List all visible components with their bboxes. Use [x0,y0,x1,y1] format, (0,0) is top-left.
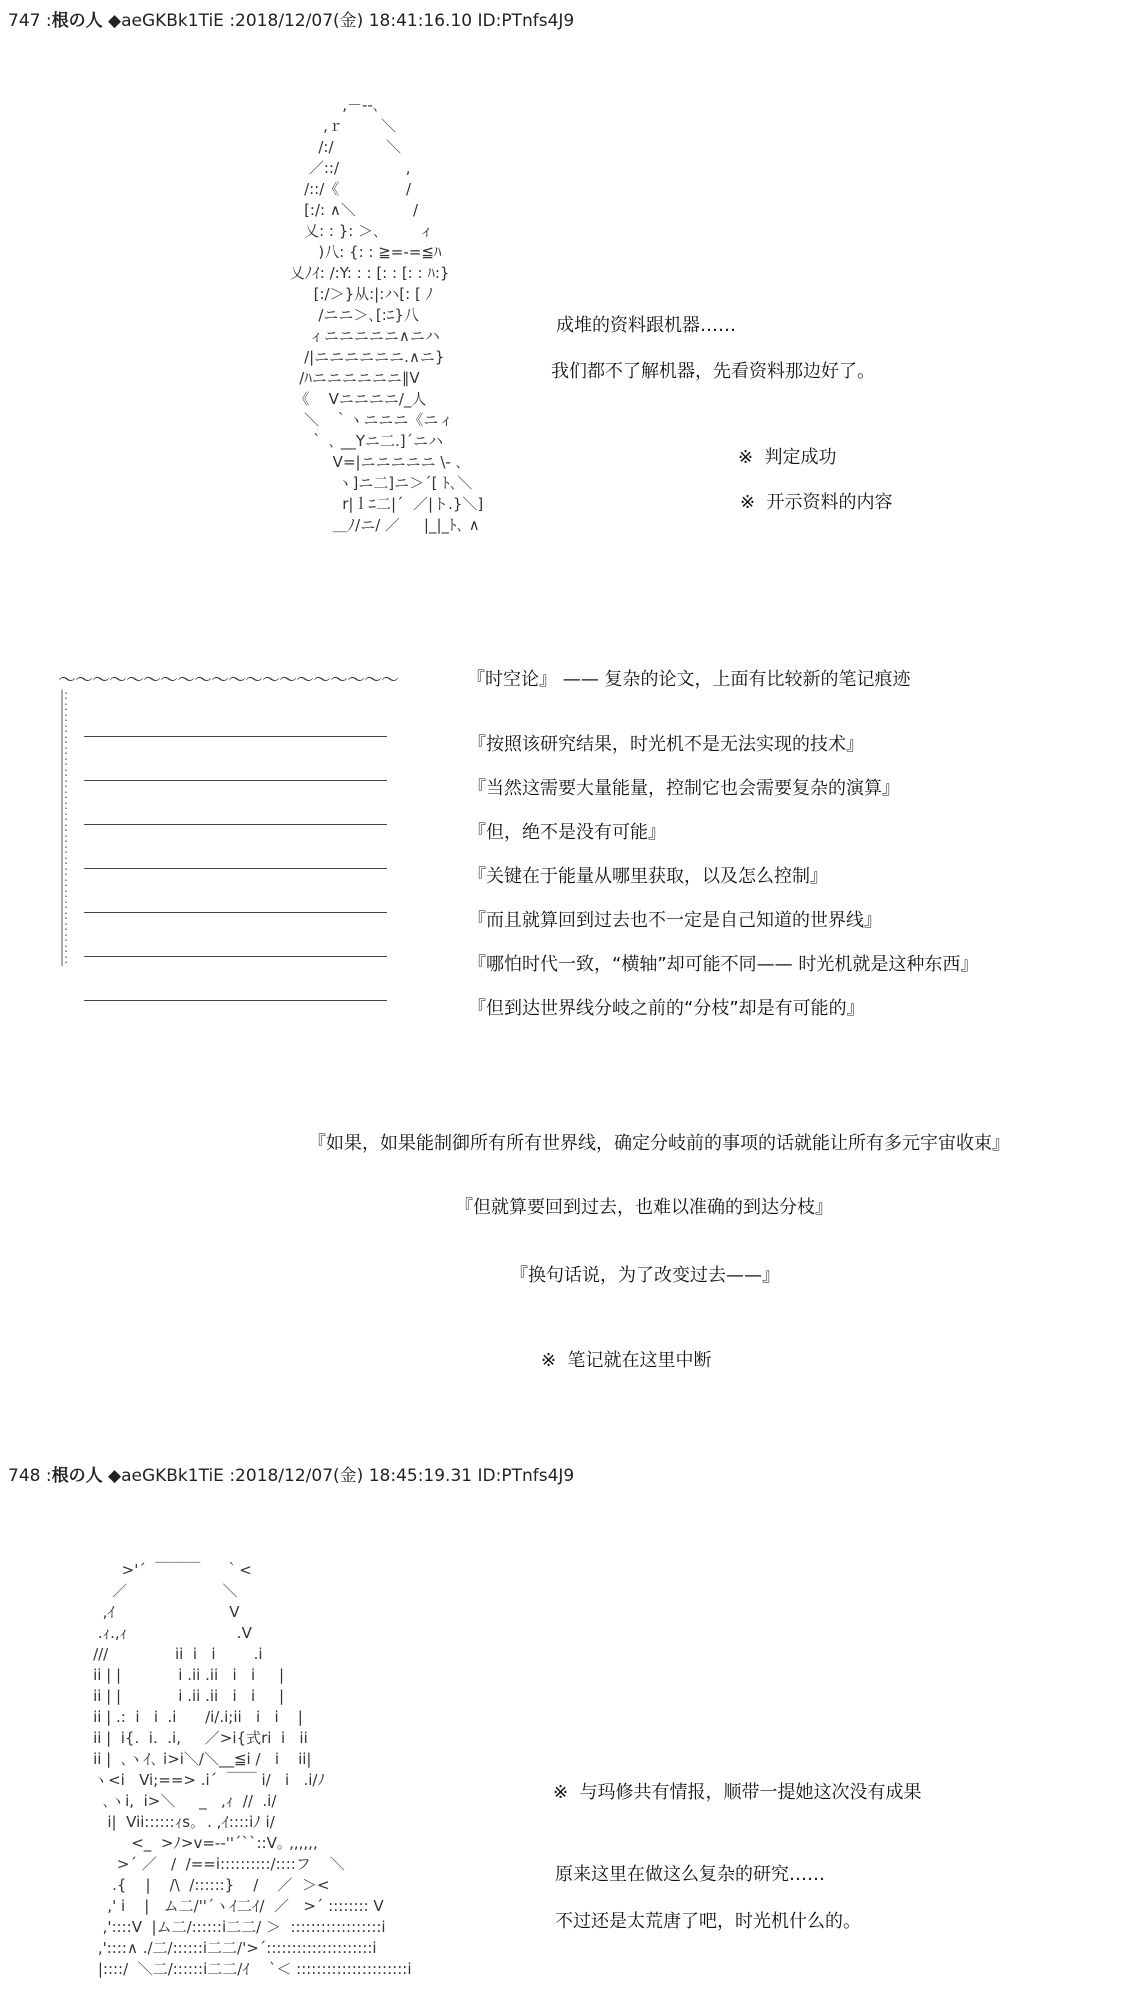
ascii-art-character: >'´ ￣￣￣ ｀< ／ ＼ ,ｲ V .ｨ.,ｨ .V /// ii i i .i ii | | i .ii .ii i i | ii | | i .ii .ii i i | ii | .: i i .i /i/.i;ii i i | ii | i{. i. .i, ／>i{式ri i ii ii | ､ヽｲ､ i>i＼/＼__≦i / i ii| ヽ<i Vi;==> .i´ ￣￣ i/ i .i/ﾉ ､ヽi, i>＼ _ ,ｨ // .i/ i| Vii::::::ｨs｡ . ,ｲ::::iﾉ i/ <_ >ﾉ>v=--''´``::V｡ ,,,,,, >´ ／ / /==i::::::::::/::::フ ＼ .{ | /\ /::::::} / ／ ＞< ,' i | ム二/''´ヽｲ二ｲ/ ／ >´ :::::::: V ,'::::V |ム二/::::::i二二/ ＞ ::::::::::::::::::i ,'::::∧ ./二/::::::i二二/'>´:::::::::::::::::::::i |::::/ ＼二/::::::i二二/ｲ `＜ ::::::::::::::::::::::i [93,1561,412,1978]
document-line: 『但到达世界线分岐之前的“分枝”却是有可能的』 [468,998,865,1019]
document-quote: 『但就算要回到过去，也难以准确的到达分枝』 [455,1197,833,1218]
document-quote: 『如果，如果能制御所有所有世界线，确定分岐前的事项的话就能让所有多元宇宙收束』 [308,1133,1010,1154]
document-line: 『而且就算回到过去也不一定是自己知道的世界线』 [468,910,882,931]
document-rule [84,868,387,869]
document-title: 『时空论』 —— 复杂的论文，上面有比较新的笔记痕迹 [467,669,911,690]
poster-trip: ◆aeGKBk1TiE [108,11,224,31]
document-line: 『当然这需要大量能量，控制它也会需要复杂的演算』 [468,778,900,799]
document-wavy-edge: 〜〜〜〜〜〜〜〜〜〜〜〜〜〜〜〜〜〜〜〜 [58,670,398,691]
judgement-note: ※ 判定成功 [738,447,837,468]
document-line: 『按照该研究结果，时光机不是无法实现的技术』 [468,734,864,755]
document-rule [84,736,387,737]
dialogue-line: 成堆的资料跟机器…… [556,315,736,336]
poster-name: 根の人 [51,11,103,31]
document-rule [84,912,387,913]
post-number: 747 [8,11,41,31]
narration-note: ※ 与玛修共有情报，顺带一提她这次没有成果 [553,1782,922,1803]
post-date: :2018/12/07(金) 18:45:19.31 ID:PTnfs4J9 [229,1466,575,1486]
dialogue-line: 原来这里在做这么复杂的研究…… [555,1864,825,1885]
post-header: 747 :根の人 ◆aeGKBk1TiE :2018/12/07(金) 18:41:16.10 ID:PTnfs4J9 [8,11,575,31]
judgement-note: ※ 开示资料的内容 [740,492,893,513]
document-rule [84,780,387,781]
document-line: 『关键在于能量从哪里获取，以及怎么控制』 [468,866,828,887]
document-line: 『但，绝不是没有可能』 [468,822,666,843]
narration-note: ※ 笔记就在这里中断 [541,1350,712,1371]
post-number: 748 [8,1466,41,1486]
document-rule [84,956,387,957]
document-quote: 『换句话说，为了改变过去——』 [510,1265,780,1286]
document-rule [84,824,387,825]
post-header: 748 :根の人 ◆aeGKBk1TiE :2018/12/07(金) 18:45:19.31 ID:PTnfs4J9 [8,1466,575,1486]
dialogue-line: 我们都不了解机器，先看资料那边好了。 [551,361,875,382]
poster-name: 根の人 [51,1466,103,1486]
document-left-border: |: |: |: |: |: |: |: |: |: |: |: |: |: |: |: |: |: |: |: |: |: |: |: |: |: [60,688,69,966]
document-line: 『哪怕时代一致，“横轴”却可能不同—— 时光机就是这种东西』 [468,954,979,975]
poster-trip: ◆aeGKBk1TiE [108,1466,224,1486]
post-date: :2018/12/07(金) 18:41:16.10 ID:PTnfs4J9 [229,11,575,31]
document-rule [84,1000,387,1001]
ascii-art-character: ,－--､ ,ｒ ＼ /:/ ＼ ／::/ , /::/《 / [:/: ∧＼ / 乂: : }: ＞､ ィ )八: {: : ≧=-=≦ﾊ 乂ﾉｲ: /:Y: : : [: : [: : ﾊ:} [:/＞}从:|:ハ[: [ ﾉ /ニニ＞､[:ﾆ}八 ィニニニニニ∧ニハ /|ニニニニニニ.∧ニ} /ﾊニニニニニニ∥V 《 Vニニニニ/_人 ＼ ｀ヽニニニ《ニィ ｀ ､ __Yニ二.]´ニハ V=|ニニニニニ \- ､ ヽ]ニ二]ニ＞´[ ﾄ､＼ r|ｌﾆ二|´ ／|ト.}＼] ＿ﾉ/ニ/ ／ |_|_ﾄ､ ∧ [289,96,484,534]
dialogue-line: 不过还是太荒唐了吧，时光机什么的。 [555,1911,861,1932]
